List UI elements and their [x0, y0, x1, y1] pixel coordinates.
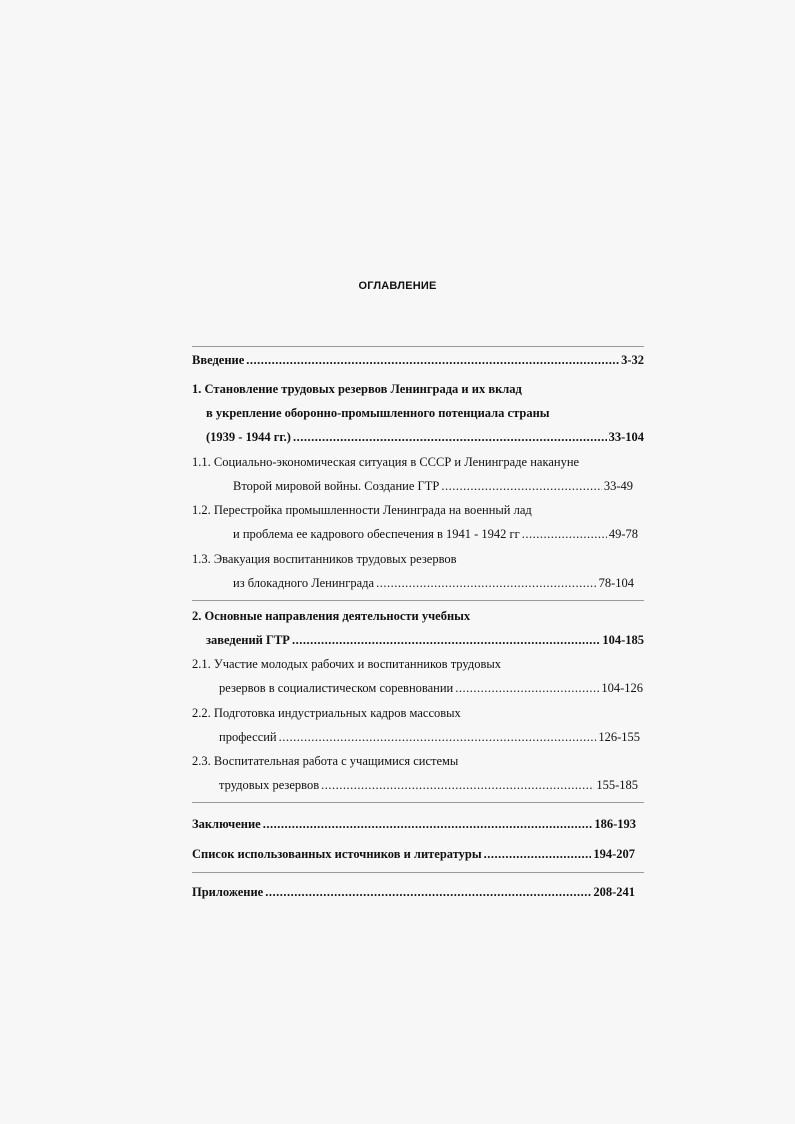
- toc-entry-chapter-2[interactable]: [206, 632, 644, 648]
- toc-label: Второй мировой войны. Создание ГТР: [233, 479, 440, 493]
- toc-page: 78-104: [598, 576, 634, 590]
- divider: [192, 872, 644, 873]
- toc-label: заведений ГТР: [206, 633, 290, 647]
- section-2-3-line1[interactable]: 2.3. Воспитательная работа с учащимися системы: [192, 754, 459, 768]
- toc-entry-intro[interactable]: [192, 352, 644, 368]
- toc-entry-section-2-3[interactable]: [219, 777, 638, 793]
- section-1-1-line1[interactable]: 1.1. Социально-экономическая ситуация в СССР и Ленинграде накануне: [192, 455, 580, 469]
- leader-dots: [246, 352, 619, 368]
- page-title: ОГЛАВЛЕНИЕ: [358, 280, 437, 292]
- toc-page: 155-185: [596, 778, 638, 792]
- divider: [192, 346, 644, 347]
- toc-label: Заключение: [192, 817, 261, 831]
- toc-label: (1939 - 1944 гг.): [206, 430, 291, 444]
- leader-dots: [484, 846, 592, 862]
- toc-entry-section-1-2[interactable]: [233, 526, 638, 542]
- leader-dots: [265, 884, 591, 900]
- leader-dots: [321, 777, 594, 793]
- toc-label: Приложение: [192, 885, 264, 899]
- toc-label: Введение: [192, 353, 245, 367]
- toc-label: и проблема ее кадрового обеспечения в 1941 - 1942 гг: [233, 527, 520, 541]
- toc-page: 49-78: [608, 527, 638, 541]
- leader-dots: [455, 680, 599, 696]
- toc-label: профессий: [219, 730, 277, 744]
- toc-entry-section-2-2[interactable]: [219, 729, 640, 745]
- chapter-1-title-line2[interactable]: в укрепление оборонно-промышленного потенциала страны: [206, 406, 550, 420]
- toc-label: резервов в социалистическом соревновании: [219, 681, 454, 695]
- leader-dots: [441, 478, 601, 494]
- toc-page: 186-193: [594, 817, 636, 831]
- toc-label: Список использованных источников и литературы: [192, 847, 482, 861]
- chapter-2-title-line1[interactable]: 2. Основные направления деятельности учебных: [192, 609, 471, 623]
- toc-page: 194-207: [593, 847, 635, 861]
- divider: [192, 600, 644, 601]
- toc-label: трудовых резервов: [219, 778, 320, 792]
- leader-dots: [263, 816, 593, 832]
- leader-dots: [292, 632, 600, 648]
- leader-dots: [376, 575, 597, 591]
- toc-page: 126-155: [598, 730, 640, 744]
- section-1-3-line1[interactable]: 1.3. Эвакуация воспитанников трудовых резервов: [192, 552, 457, 566]
- toc-entry-sources[interactable]: [192, 846, 635, 862]
- toc-page: 3-32: [621, 353, 644, 367]
- section-2-1-line1[interactable]: 2.1. Участие молодых рабочих и воспитанников трудовых: [192, 657, 502, 671]
- toc-entry-section-1-1[interactable]: [233, 478, 633, 494]
- toc-entry-chapter-1[interactable]: [206, 429, 644, 445]
- toc-page: 33-49: [603, 479, 633, 493]
- toc-page: 208-241: [593, 885, 635, 899]
- toc-page: 104-126: [601, 681, 643, 695]
- toc-entry-section-1-3[interactable]: [233, 575, 634, 591]
- toc-entry-conclusion[interactable]: [192, 816, 636, 832]
- leader-dots: [293, 429, 607, 445]
- leader-dots: [279, 729, 597, 745]
- section-1-2-line1[interactable]: 1.2. Перестройка промышленности Ленинграда на военный лад: [192, 503, 532, 517]
- chapter-1-title-line1[interactable]: 1. Становление трудовых резервов Ленинграда и их вклад: [192, 382, 522, 396]
- toc-entry-appendix[interactable]: [192, 884, 635, 900]
- section-2-2-line1[interactable]: 2.2. Подготовка индустриальных кадров массовых: [192, 706, 461, 720]
- toc-entry-section-2-1[interactable]: [219, 680, 643, 696]
- toc-page: 104-185: [602, 633, 644, 647]
- toc-page: 33-104: [608, 430, 644, 444]
- toc-label: из блокадного Ленинграда: [233, 576, 375, 590]
- divider: [192, 802, 644, 803]
- leader-dots: [522, 526, 607, 542]
